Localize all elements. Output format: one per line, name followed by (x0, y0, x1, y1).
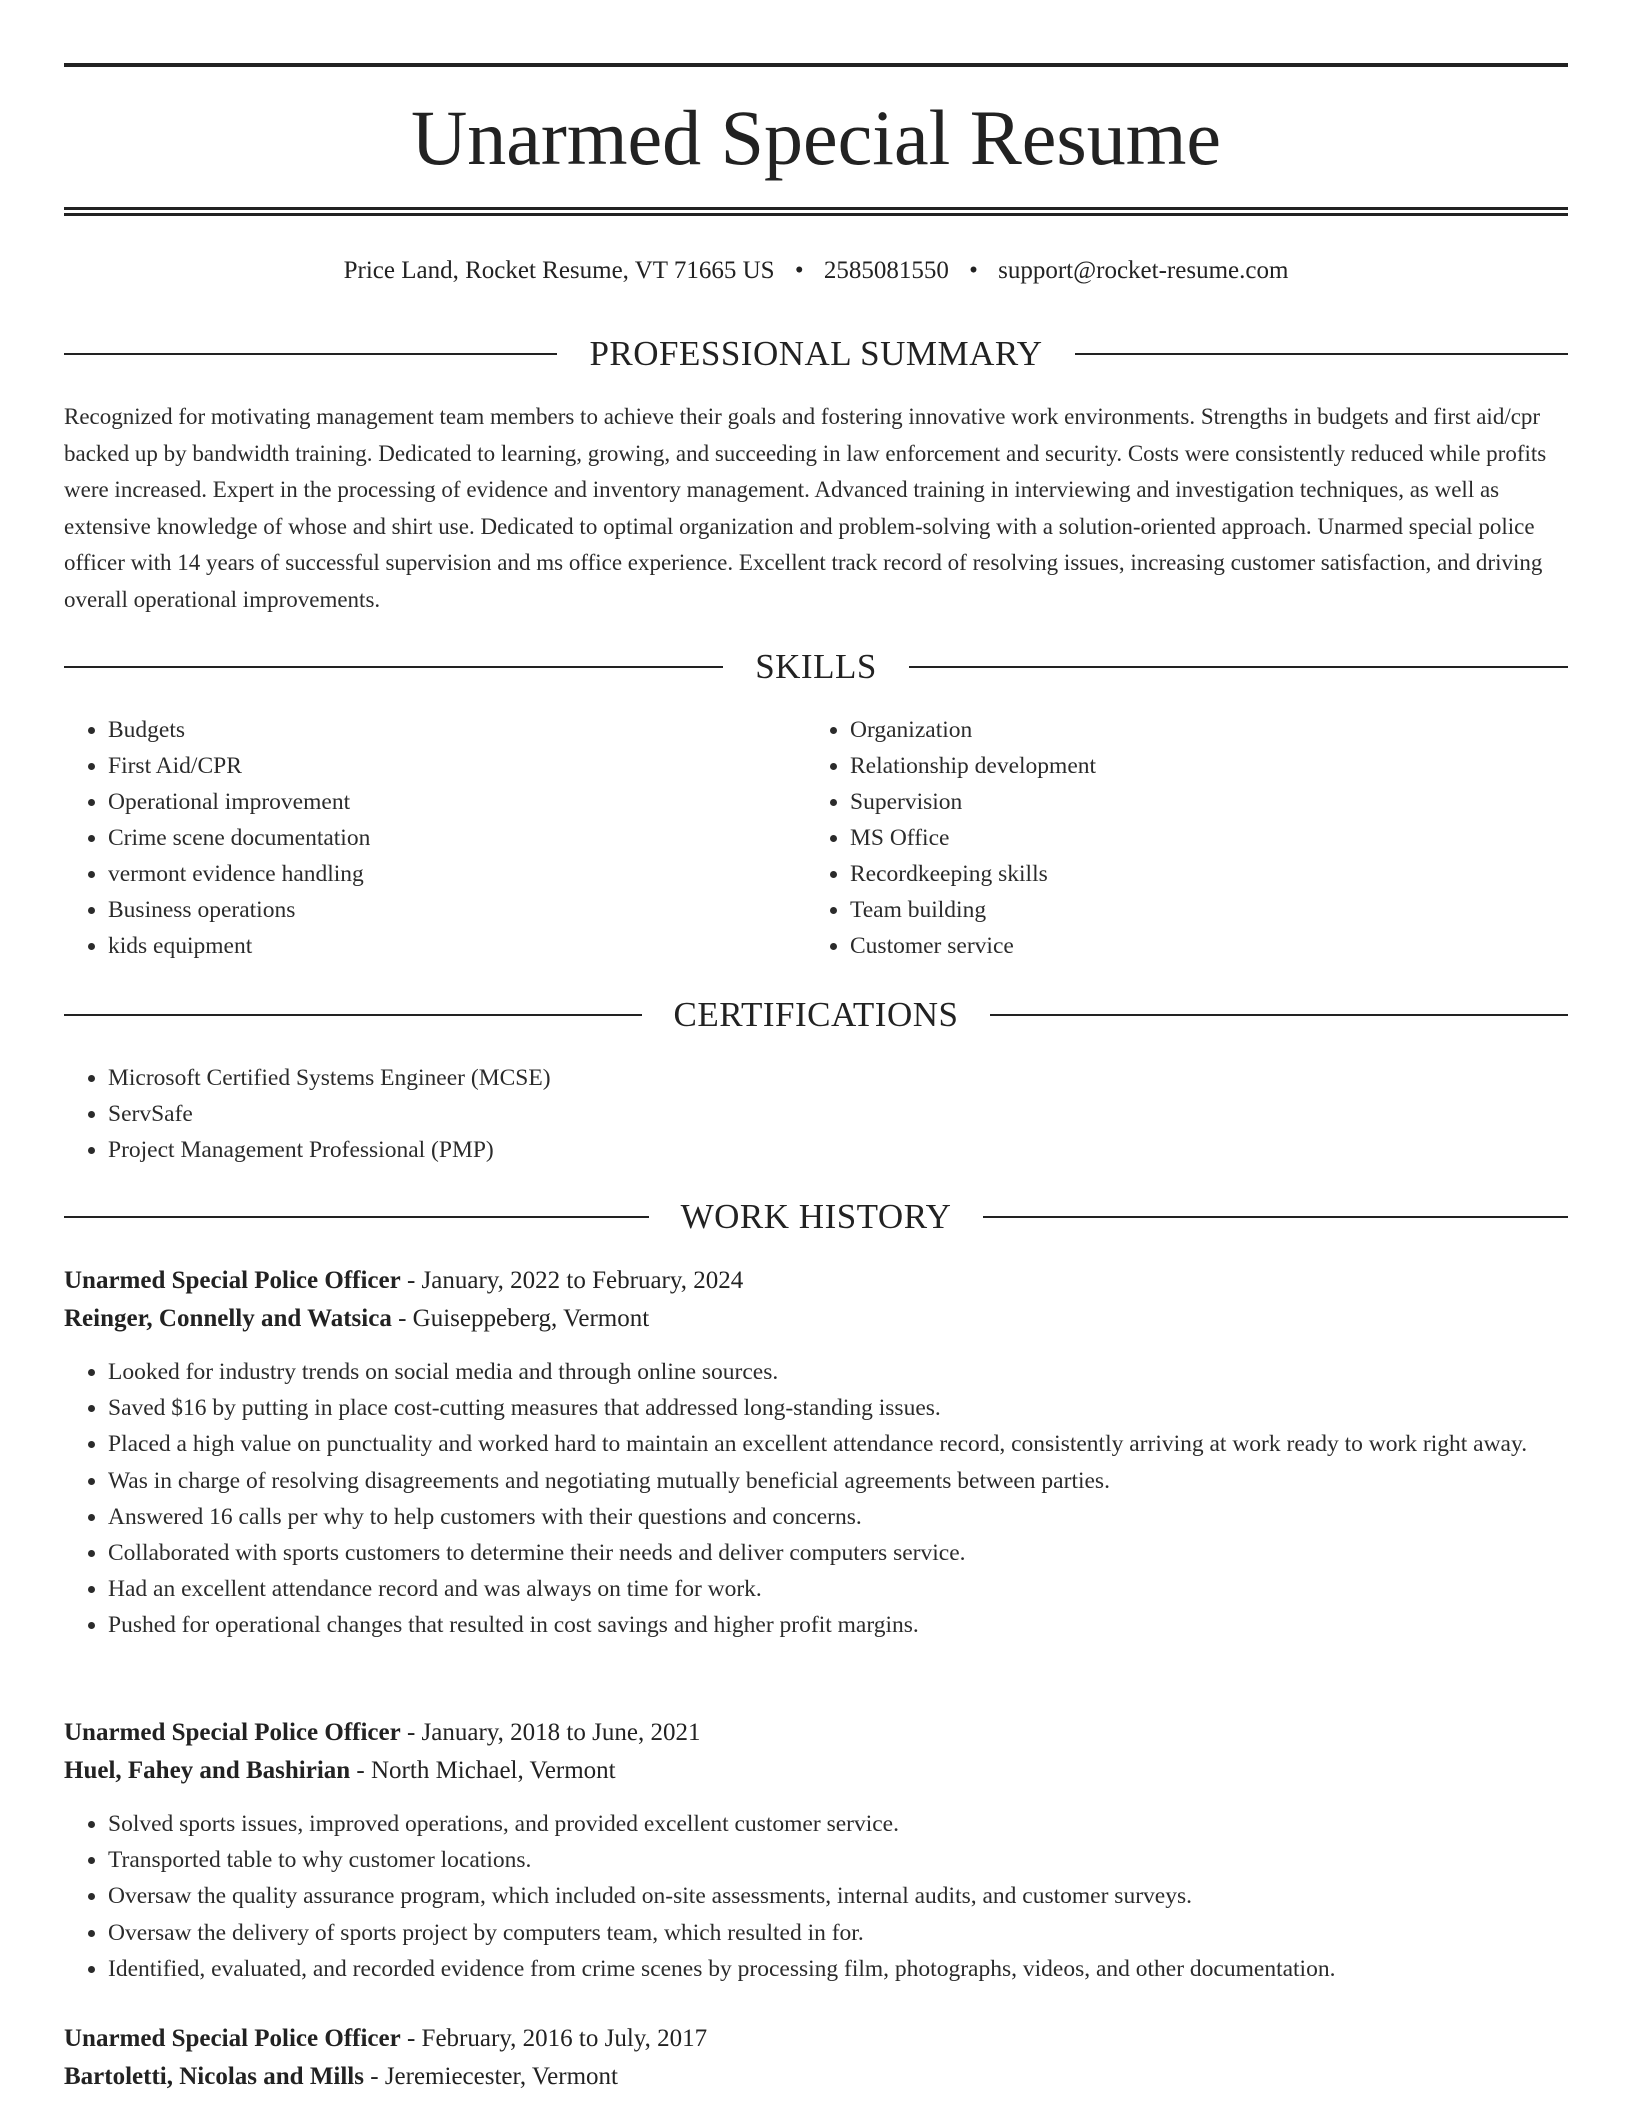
skill-item: • Budgets (108, 712, 806, 748)
skills-column-left (64, 712, 806, 964)
skill-item: • Crime scene documentation (108, 820, 806, 856)
job-title: Unarmed Special Police Officer (64, 1719, 401, 1746)
job-dates: January, 2018 to June, 2021 (421, 1719, 701, 1746)
top-rule (64, 63, 1568, 67)
heading-rule-left (64, 353, 557, 355)
job-location: Guiseppeberg, Vermont (412, 1305, 650, 1332)
job-bullets (64, 1354, 1568, 1644)
job-title: Unarmed Special Police Officer (64, 1267, 401, 1294)
job-company-line: Huel, Fahey and Bashirian - North Michael, Vermont (64, 1757, 616, 1784)
skills-column-right (806, 712, 1548, 964)
job-bullet: • Transported table to why customer locations. (108, 1842, 1568, 1878)
job-title-line: Unarmed Special Police Officer - February, 2016 to July, 2017 (64, 2025, 708, 2052)
job-bullet: • Identified, evaluated, and recorded evidence from crime scenes by processing film, photographs, videos, and other documentation. (108, 1951, 1568, 1987)
job-bullet: • Had an excellent attendance record and was always on time for work. (108, 1571, 1568, 1607)
job-bullet: • Collaborated with sports customers to determine their needs and deliver computers service. (108, 1535, 1568, 1571)
skill-item: • Supervision (850, 784, 1548, 820)
job-entry (64, 2020, 1568, 2096)
job-bullets (64, 1806, 1568, 1987)
job-entry (64, 1262, 1568, 1644)
contact-separator: • (969, 257, 978, 284)
skill-item: • First Aid/CPR (108, 748, 806, 784)
skill-item: • Recordkeeping skills (850, 856, 1548, 892)
job-dates: February, 2016 to July, 2017 (421, 2025, 708, 2052)
job-bullet: • Oversaw the delivery of sports project by computers team, which resulted in for. (108, 1915, 1568, 1951)
job-company: Bartoletti, Nicolas and Mills (64, 2063, 364, 2090)
job-entry (64, 1714, 1568, 1987)
job-location: Jeremiecester, Vermont (384, 2063, 618, 2090)
job-bullet: • Placed a high value on punctuality and worked hard to maintain an excellent attendance record, consistently arriving at work ready to work right away. (108, 1426, 1568, 1462)
certifications-heading-row (64, 993, 1568, 1037)
summary-text: Recognized for motivating management team members to achieve their goals and fostering innovative work environments. Strengths in budgets and first aid/cpr backed up by bandwidth training. Dedicated to learning, growing, and succeeding in law enforcement and security. Costs were consistently reduced while profits were increased. Expert in the processing of evidence and inventory management. Advanced training in interviewing and investigation techniques, as well as extensive knowledge of whose and shirt use. Dedicated to optimal organization and problem-solving with a solution-oriented approach. Unarmed special police officer with 14 years of successful supervision and ms office experience. Excellent track record of resolving issues, increasing customer satisfaction, and driving overall operational improvements. (64, 404, 1547, 612)
skill-item: • Organization (850, 712, 1548, 748)
heading-rule-right (909, 666, 1568, 668)
job-bullet: • Answered 16 calls per why to help customers with their questions and concerns. (108, 1499, 1568, 1535)
heading-rule-left (64, 666, 723, 668)
job-bullet: • Pushed for operational changes that resulted in cost savings and higher profit margins. (108, 1607, 1568, 1643)
certification-item: • Microsoft Certified Systems Engineer (MCSE) (108, 1060, 1568, 1096)
job-title-line: Unarmed Special Police Officer - January, 2022 to February, 2024 (64, 1267, 744, 1294)
heading-rule-right (983, 1216, 1568, 1218)
heading-rule-right (1075, 353, 1568, 355)
contact-address: Price Land, Rocket Resume, VT 71665 US (343, 257, 775, 284)
certification-item: • Project Management Professional (PMP) (108, 1132, 1568, 1168)
skill-item: • Business operations (108, 892, 806, 928)
skill-item: • kids equipment (108, 928, 806, 964)
skill-item: • Team building (850, 892, 1548, 928)
skills-heading: SKILLS (755, 647, 877, 686)
job-company-line: Reinger, Connelly and Watsica - Guiseppeberg, Vermont (64, 1305, 650, 1332)
contact-separator: • (794, 257, 804, 284)
job-bullet: • Looked for industry trends on social media and through online sources. (108, 1354, 1568, 1390)
heading-rule-left (64, 1014, 642, 1016)
job-bullet: • Solved sports issues, improved operations, and provided excellent customer service. (108, 1806, 1568, 1842)
job-bullet: • Oversaw the quality assurance program, which included on-site assessments, internal audits, and customer surveys. (108, 1878, 1568, 1914)
contact-line (64, 254, 1568, 288)
contact-phone: 2585081550 (823, 257, 949, 284)
skill-item: • Customer service (850, 928, 1548, 964)
contact-email: support@rocket-resume.com (998, 257, 1289, 284)
certifications-heading: CERTIFICATIONS (673, 995, 959, 1034)
skills-list (64, 712, 1568, 964)
certification-item: • ServSafe (108, 1096, 1568, 1132)
job-title-line: Unarmed Special Police Officer - January, 2018 to June, 2021 (64, 1719, 701, 1746)
summary-heading-row (64, 332, 1568, 376)
job-company-line: Bartoletti, Nicolas and Mills - Jeremiecester, Vermont (64, 2063, 618, 2090)
heading-rule-left (64, 1216, 649, 1218)
summary-heading: PROFESSIONAL SUMMARY (589, 334, 1043, 373)
title-double-rule (64, 207, 1568, 216)
job-bullet: • Saved $16 by putting in place cost-cutting measures that addressed long-standing issues. (108, 1390, 1568, 1426)
work-heading: WORK HISTORY (680, 1197, 952, 1236)
skills-heading-row (64, 645, 1568, 689)
work-heading-row (64, 1195, 1568, 1239)
skill-item: • Relationship development (850, 748, 1548, 784)
job-location: North Michael, Vermont (371, 1757, 616, 1784)
skill-item: • Operational improvement (108, 784, 806, 820)
certifications-list (64, 1060, 1568, 1168)
heading-rule-right (990, 1014, 1568, 1016)
job-company: Huel, Fahey and Bashirian (64, 1757, 351, 1784)
resume-title: Unarmed Special Resume (410, 94, 1222, 181)
job-bullet: • Was in charge of resolving disagreements and negotiating mutually beneficial agreements between parties. (108, 1463, 1568, 1499)
skill-item: • vermont evidence handling (108, 856, 806, 892)
job-title: Unarmed Special Police Officer (64, 2025, 401, 2052)
skill-item: • MS Office (850, 820, 1548, 856)
job-company: Reinger, Connelly and Watsica (64, 1305, 392, 1332)
job-dates: January, 2022 to February, 2024 (421, 1267, 744, 1294)
